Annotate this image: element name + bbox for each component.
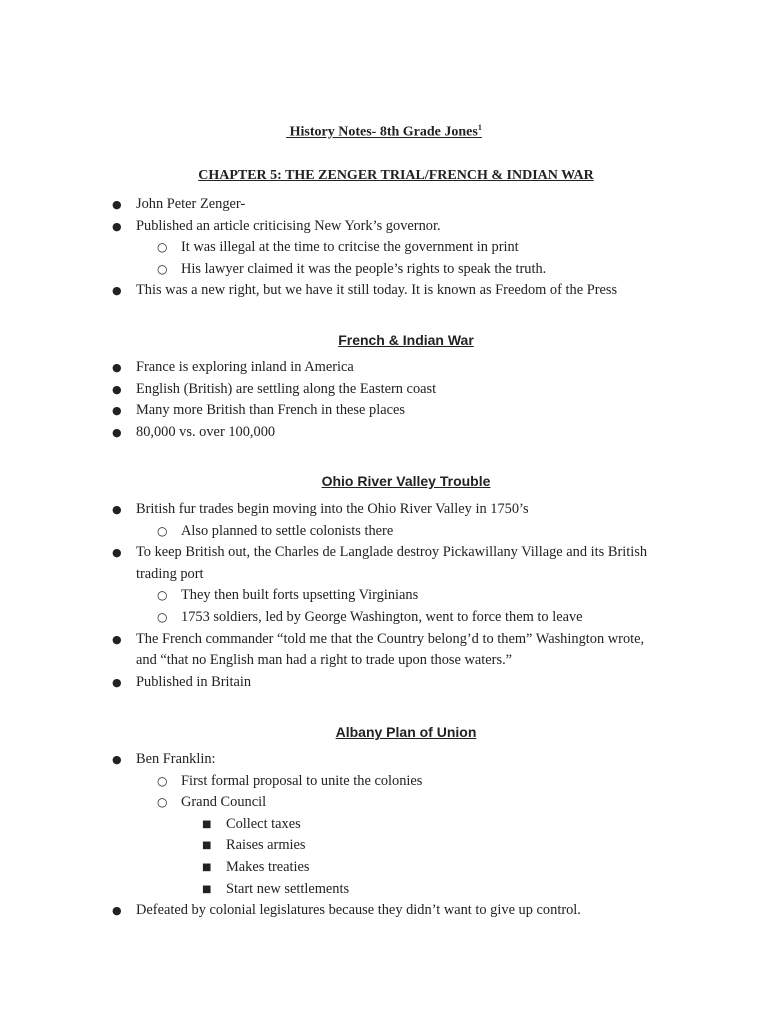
list-item-text: His lawyer claimed it was the people’s rights to speak the truth. bbox=[181, 260, 547, 277]
bullet-square-icon: ■ bbox=[202, 840, 212, 852]
list-item-text: France is exploring inland in America bbox=[136, 359, 354, 375]
list-item-text: Many more British than French in these places bbox=[136, 402, 405, 419]
list-item-text: Raises armies bbox=[226, 837, 306, 854]
list-item-text: English (British) are settling along the Eastern coast bbox=[136, 380, 437, 397]
bullet-square-icon: ■ bbox=[202, 861, 212, 873]
list-item bbox=[0, 771, 768, 793]
list-item-text: They then built forts upsetting Virginians bbox=[181, 587, 419, 604]
list-item-text: Published in Britain bbox=[136, 673, 252, 690]
bullet-filled-circle-icon: ● bbox=[112, 546, 122, 560]
list-item bbox=[0, 280, 768, 302]
list-item-text: Collect taxes bbox=[226, 815, 301, 832]
list-item bbox=[0, 259, 768, 281]
bullet-filled-circle-icon: ● bbox=[112, 503, 122, 516]
bullet-filled-circle-icon: ● bbox=[112, 425, 122, 439]
bullet-hollow-circle-icon: ○ bbox=[157, 795, 168, 810]
list-item bbox=[0, 857, 768, 879]
list-item-text: To keep British out, the Charles de Langlade destroy Pickawillany Village and its British trading port bbox=[136, 544, 648, 582]
bullet-square-icon: ■ bbox=[202, 818, 212, 830]
list-item-text: Defeated by colonial legislatures because they didn’t want to give up control. bbox=[136, 902, 581, 919]
list-item-text: 80,000 vs. over 100,000 bbox=[136, 423, 276, 440]
list-item bbox=[0, 585, 768, 607]
bullet-filled-circle-icon: ● bbox=[112, 675, 122, 689]
list-item bbox=[0, 521, 768, 543]
list-item bbox=[0, 237, 768, 259]
list-item bbox=[0, 379, 768, 401]
list-item-text: Ben Franklin: bbox=[136, 751, 216, 767]
list-item-text: Makes treaties bbox=[226, 858, 310, 875]
ohio-valley-list bbox=[0, 499, 768, 693]
list-item bbox=[0, 194, 768, 216]
bullet-filled-circle-icon: ● bbox=[112, 198, 122, 211]
list-item-text: John Peter Zenger- bbox=[136, 196, 246, 212]
zenger-list bbox=[0, 194, 768, 302]
bullet-hollow-circle-icon: ○ bbox=[157, 523, 168, 538]
list-item bbox=[0, 216, 768, 238]
list-item bbox=[0, 629, 768, 672]
section-heading-ohio-river-valley: Ohio River Valley Trouble bbox=[321, 473, 491, 489]
bullet-filled-circle-icon: ● bbox=[112, 753, 122, 766]
section-heading-french-indian-war: French & Indian War bbox=[338, 332, 474, 348]
section-heading-albany-plan: Albany Plan of Union bbox=[335, 724, 477, 740]
bullet-filled-circle-icon: ● bbox=[112, 404, 122, 418]
bullet-filled-circle-icon: ● bbox=[112, 219, 122, 233]
list-item bbox=[0, 814, 768, 836]
bullet-filled-circle-icon: ● bbox=[112, 382, 122, 396]
list-item bbox=[0, 792, 768, 814]
chapter-title: CHAPTER 5: THE ZENGER TRIAL/FRENCH & INDIAN WAR bbox=[198, 168, 594, 183]
bullet-hollow-circle-icon: ○ bbox=[157, 588, 168, 603]
list-item bbox=[0, 357, 768, 379]
bullet-square-icon: ■ bbox=[202, 883, 212, 895]
list-item-text: The French commander “told me that the Country belong’d to them” Washington wrote, and “that no English man had a right to trade upon those waters.” bbox=[136, 630, 645, 669]
bullet-filled-circle-icon: ● bbox=[112, 361, 122, 374]
list-item bbox=[0, 672, 768, 694]
list-item bbox=[0, 900, 768, 922]
albany-plan-list bbox=[0, 749, 768, 922]
list-item bbox=[0, 499, 768, 521]
list-item-text: Published an article criticising New York’s governor. bbox=[136, 217, 441, 234]
bullet-hollow-circle-icon: ○ bbox=[157, 240, 168, 255]
french-indian-war-list bbox=[0, 357, 768, 443]
bullet-hollow-circle-icon: ○ bbox=[157, 261, 168, 276]
bullet-filled-circle-icon: ● bbox=[112, 632, 122, 646]
list-item-text: This was a new right, but we have it still today. It is known as Freedom of the Press bbox=[136, 282, 618, 299]
list-item bbox=[0, 542, 768, 585]
bullet-filled-circle-icon: ● bbox=[112, 284, 122, 298]
list-item bbox=[0, 879, 768, 901]
list-item bbox=[0, 607, 768, 629]
list-item bbox=[0, 835, 768, 857]
list-item bbox=[0, 400, 768, 422]
document-title-text: History Notes- 8th Grade Jones bbox=[286, 124, 478, 140]
list-item-text: 1753 soldiers, led by George Washington, went to force them to leave bbox=[181, 608, 583, 625]
document-title bbox=[0, 118, 768, 143]
list-item-text: Grand Council bbox=[181, 794, 267, 811]
list-item-text: Also planned to settle colonists there bbox=[181, 522, 394, 539]
list-item-text: First formal proposal to unite the colonies bbox=[181, 772, 423, 789]
list-item-text: It was illegal at the time to critcise the government in print bbox=[181, 239, 519, 256]
list-item bbox=[0, 422, 768, 444]
bullet-filled-circle-icon: ● bbox=[112, 904, 122, 918]
list-item-text: British fur trades begin moving into the Ohio River Valley in 1750’s bbox=[136, 501, 529, 517]
title-footnote-marker: 1 bbox=[477, 123, 482, 132]
bullet-hollow-circle-icon: ○ bbox=[157, 773, 168, 788]
bullet-hollow-circle-icon: ○ bbox=[157, 609, 168, 624]
list-item bbox=[0, 749, 768, 771]
list-item-text: Start new settlements bbox=[226, 880, 350, 897]
